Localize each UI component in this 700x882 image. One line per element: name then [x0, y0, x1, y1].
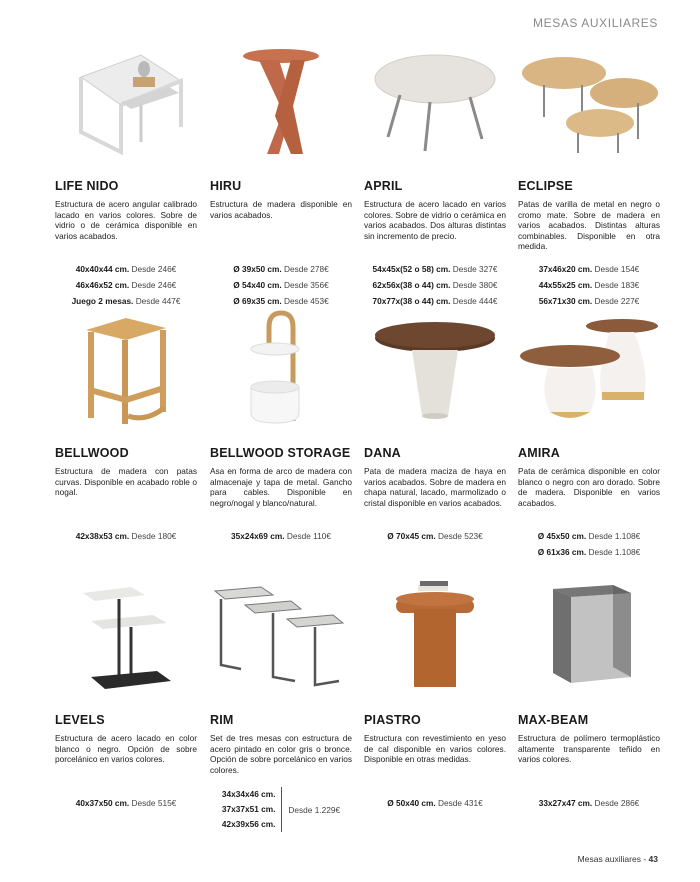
- product-card: [210, 40, 352, 309]
- product-prices: [364, 528, 506, 544]
- product-prices: [364, 795, 506, 811]
- oval-table-icon: [364, 40, 506, 164]
- product-description: Asa en forma de arco de madera con almacenaje y tapa de metal. Gancho para cables. Disponible en negro/nogal y blanco/natural.: [210, 466, 352, 508]
- set-price: Desde 1.229€: [288, 804, 341, 815]
- price-line: 70x77x(38 o 44) cm. Desde 444€: [372, 296, 498, 306]
- product-description: Set de tres mesas con estructura de acero pintado en color gris o bronce. Opción de sobre porcelánico en varios colores.: [210, 733, 352, 775]
- price-line: 56x71x30 cm. Desde 227€: [538, 296, 640, 306]
- product-name: HIRU: [210, 179, 242, 193]
- product-name: DANA: [364, 446, 401, 460]
- ceramic-tables-icon: [518, 307, 660, 431]
- product-name: LEVELS: [55, 713, 105, 727]
- wooden-side-table-icon: [210, 40, 352, 164]
- wooden-cube-table-icon: [55, 307, 197, 431]
- product-card: [518, 574, 660, 811]
- product-name: ECLIPSE: [518, 179, 573, 193]
- product-prices: [210, 261, 352, 309]
- price-line: 40x40x44 cm. Desde 246€: [75, 264, 177, 274]
- product-card: [364, 574, 506, 811]
- product-description: Patas de varilla de metal en negro o cromo mate. Sobre de madera en varios acabados. Distintas alturas combinables. Disponible en otra medida.: [518, 199, 660, 252]
- nesting-tables-icon: [55, 40, 197, 164]
- product-prices: [210, 528, 352, 544]
- product-prices: [364, 261, 506, 309]
- price-line: 62x56x(38 o 44) cm. Desde 380€: [372, 280, 498, 290]
- product-card: [210, 307, 352, 544]
- product-grid: [55, 40, 665, 841]
- nesting-oval-tables-icon: [518, 40, 660, 164]
- product-row: [55, 574, 665, 841]
- price-line: Ø 50x40 cm. Desde 431€: [387, 798, 483, 808]
- product-description: Estructura de acero lacado en color blanco o negro. Opción de sobre porcelánico en varios colores.: [55, 733, 197, 765]
- product-description: Pata de madera maciza de haya en varios acabados. Sobre de madera en chapa natural, lacado, marmolizado o cristal disponible en varios acabados.: [364, 466, 506, 508]
- product-prices: [55, 261, 197, 309]
- storage-table-icon: [210, 307, 352, 431]
- product-name: BELLWOOD: [55, 446, 129, 460]
- transparent-table-icon: [518, 574, 660, 698]
- price-line: Ø 45x50 cm. Desde 1.108€: [537, 531, 641, 541]
- product-card: [364, 40, 506, 309]
- product-prices: [210, 787, 352, 832]
- product-prices: [55, 795, 197, 811]
- size-item: 34x34x46 cm.: [221, 789, 276, 799]
- drum-table-icon: [364, 574, 506, 698]
- product-card: [518, 40, 660, 309]
- page-number: 43: [648, 854, 658, 864]
- price-line: Ø 69x35 cm. Desde 453€: [233, 296, 329, 306]
- section-title: MESAS AUXILIARES: [533, 16, 658, 30]
- product-prices: [55, 528, 197, 544]
- product-description: Estructura de acero angular calibrado lacado en varios colores. Sobre de vidrio o de cerámica disponible en varios acabados.: [55, 199, 197, 241]
- product-card: [518, 307, 660, 560]
- price-line: 42x38x53 cm. Desde 180€: [75, 531, 177, 541]
- footer-label: Mesas auxiliares -: [577, 854, 647, 864]
- price-line: 54x45x(52 o 58) cm. Desde 327€: [372, 264, 498, 274]
- product-description: Estructura con revestimiento en yeso de cal disponible en varios colores. Disponible en otras medidas.: [364, 733, 506, 765]
- price-line: 46x46x52 cm. Desde 246€: [75, 280, 177, 290]
- product-name: APRIL: [364, 179, 403, 193]
- product-row: [55, 307, 665, 574]
- price-line: 35x24x69 cm. Desde 110€: [231, 531, 331, 541]
- price-line: Juego 2 mesas. Desde 447€: [71, 296, 181, 306]
- price-line: Ø 70x45 cm. Desde 523€: [387, 531, 483, 541]
- size-list: [222, 787, 283, 832]
- product-description: Estructura de madera con patas curvas. Disponible en acabado roble o nogal.: [55, 466, 197, 498]
- price-line: 37x46x20 cm. Desde 154€: [538, 264, 640, 274]
- three-tables-set-icon: [210, 574, 352, 698]
- page-footer: [578, 854, 658, 864]
- product-description: Pata de cerámica disponible en color blanco o negro con aro dorado. Sobre de madera. Disponible en varios acabados.: [518, 466, 660, 508]
- size-item: 42x39x56 cm.: [221, 819, 276, 829]
- product-prices: [518, 261, 660, 309]
- product-row: [55, 40, 665, 307]
- product-name: RIM: [210, 713, 234, 727]
- product-description: Estructura de madera disponible en varios acabados.: [210, 199, 352, 220]
- product-name: AMIRA: [518, 446, 560, 460]
- product-card: [364, 307, 506, 544]
- price-line: 33x27x47 cm. Desde 286€: [538, 798, 640, 808]
- product-card: [55, 574, 197, 811]
- product-prices: [518, 528, 660, 560]
- price-line: 44x55x25 cm. Desde 183€: [538, 280, 640, 290]
- size-item: 37x37x51 cm.: [221, 804, 276, 814]
- product-name: MAX-BEAM: [518, 713, 589, 727]
- price-line: 40x37x50 cm. Desde 515€: [75, 798, 177, 808]
- two-level-table-icon: [55, 574, 197, 698]
- price-line: Ø 61x36 cm. Desde 1.108€: [537, 547, 641, 557]
- product-card: [55, 307, 197, 544]
- product-name: BELLWOOD STORAGE: [210, 446, 351, 460]
- pedestal-table-icon: [364, 307, 506, 431]
- price-line: Ø 39x50 cm. Desde 278€: [233, 264, 329, 274]
- product-description: Estructura de polímero termoplástico altamente transparente teñido en varios colores.: [518, 733, 660, 765]
- product-card: [210, 574, 352, 832]
- product-name: PIASTRO: [364, 713, 421, 727]
- product-name: LIFE NIDO: [55, 179, 119, 193]
- product-description: Estructura de acero lacado en varios colores. Sobre de vidrio o cerámica en varios acabados. Dos alturas distintas sin incremento de precio.: [364, 199, 506, 241]
- price-line: Ø 54x40 cm. Desde 356€: [233, 280, 329, 290]
- product-card: [55, 40, 197, 309]
- product-prices: [518, 795, 660, 811]
